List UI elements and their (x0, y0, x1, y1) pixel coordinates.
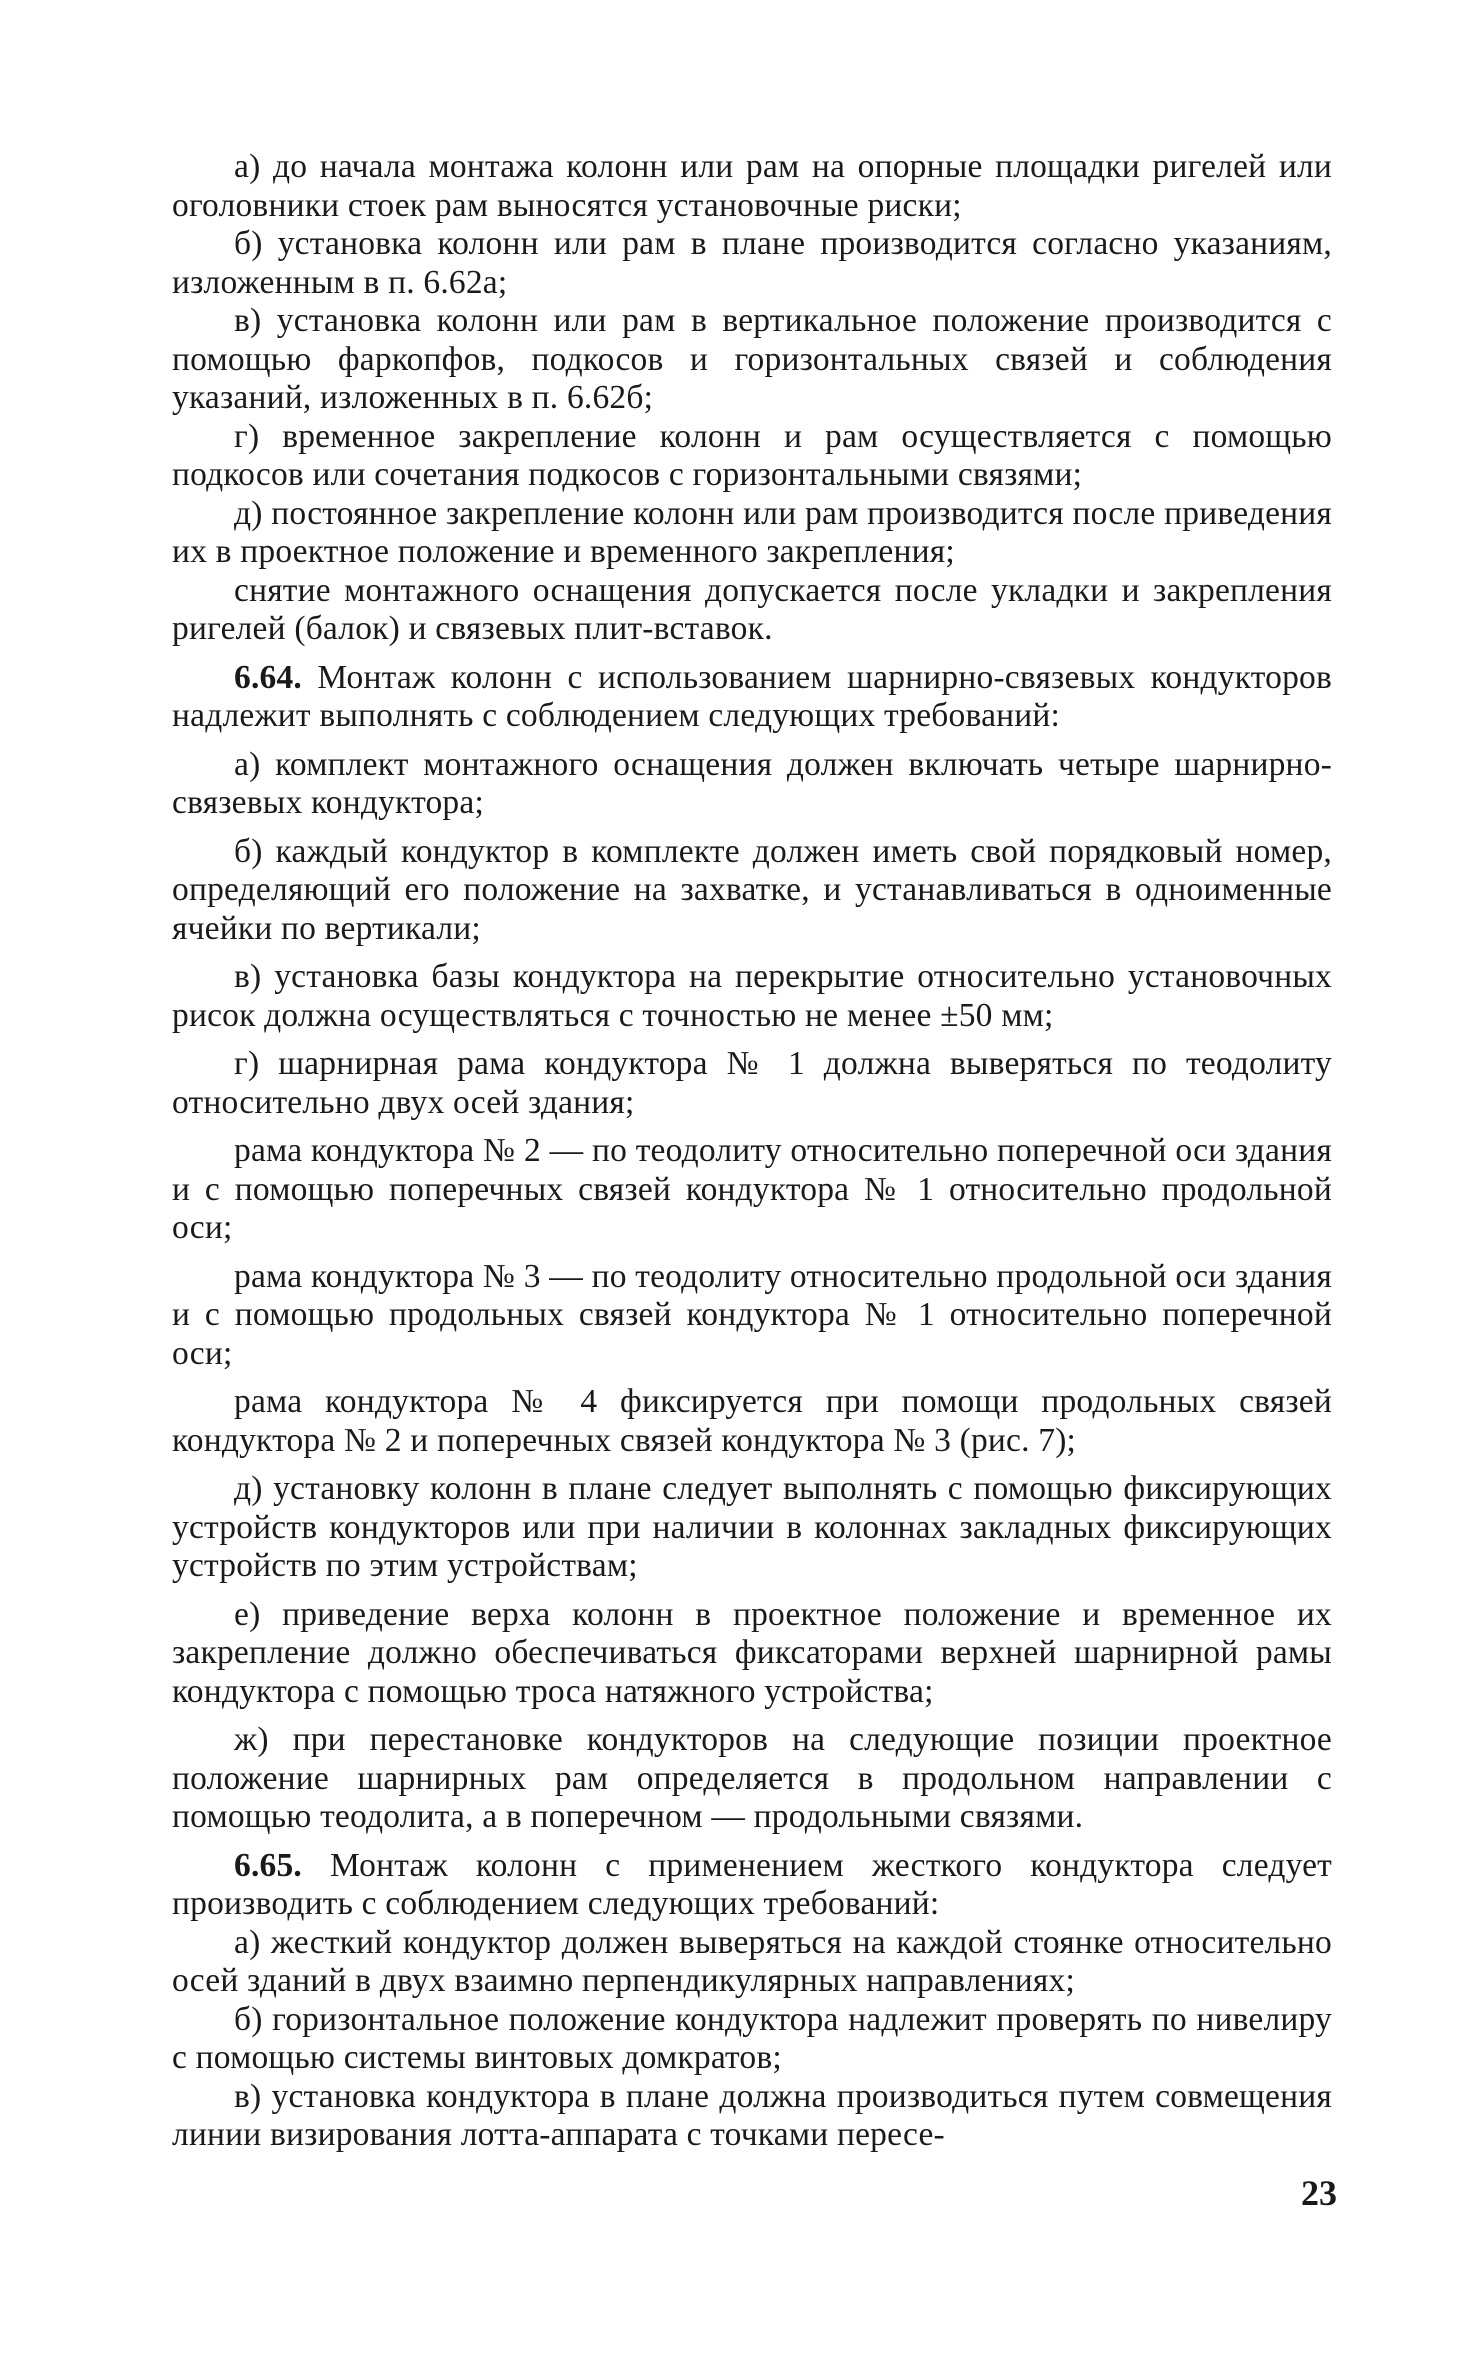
paragraph-6-64-d: д) установку колонн в плане следует выполнять с помощью фиксирующих устройств кондукторов или при наличии в колоннах закладных фиксирующих устройств по этим устройствам; (172, 1470, 1332, 1584)
section-text: Монтаж колонн с использованием шарнирно-связевых кондукторов надлежит выполнять с соблюдением следующих требований: (172, 658, 1332, 734)
section-6-64 (172, 659, 1332, 736)
paragraph-removal: снятие монтажного оснащения допускается после укладки и закрепления ригелей (балок) и связевых плит-вставок. (172, 571, 1332, 647)
paragraph-frame-3: рама кондуктора № 3 — по теодолиту относительно продольной оси здания и с помощью продольных связей кондуктора № 1 относительно поперечной оси; (172, 1257, 1332, 1372)
paragraph-6-65-v: в) установка кондуктора в плане должна производиться путем совмещения линии визирования лотта-аппарата с точками пересе- (172, 2077, 1332, 2153)
paragraph-6-64-b: б) каждый кондуктор в комплекте должен иметь свой порядковый номер, определяющий его положение на захватке, и устанавливаться в одноименные ячейки по вертикали; (172, 832, 1332, 947)
paragraph-6-64-e: е) приведение верха колонн в проектное положение и временное их закрепление должно обеспечиваться фиксаторами верхней шарнирной рамы кондуктора с помощью троса натяжного устройства; (172, 1595, 1332, 1710)
paragraph-frame-2: рама кондуктора № 2 — по теодолиту относительно поперечной оси здания и с помощью поперечных связей кондуктора № 1 относительно продольной оси; (172, 1132, 1332, 1246)
paragraph-6-64-zh: ж) при перестановке кондукторов на следующие позиции проектное положение шарнирных рам определяется в продольном направлении с помощью теодолита, а в поперечном — продольными связями. (172, 1721, 1332, 1835)
paragraph-a: а) до начала монтажа колонн или рам на опорные площадки ригелей или оголовники стоек рам выносятся установочные риски; (172, 148, 1332, 224)
section-6-65 (172, 1847, 1332, 1924)
section-number: 6.65. (234, 1846, 302, 1884)
paragraph-frame-4: рама кондуктора № 4 фиксируется при помощи продольных связей кондуктора № 2 и поперечных связей кондуктора № 3 (рис. 7); (172, 1383, 1332, 1459)
paragraph-d: д) постоянное закрепление колонн или рам производится после приведения их в проектное положение и временного закрепления; (172, 494, 1332, 570)
paragraph-6-65-b: б) горизонтальное положение кондуктора надлежит проверять по нивелиру с помощью системы винтовых домкратов; (172, 2000, 1332, 2076)
section-text: Монтаж колонн с применением жесткого кондуктора следует производить с соблюдением следующих требований: (172, 1846, 1332, 1922)
page-number: 23 (1301, 2173, 1337, 2213)
section-number: 6.64. (234, 658, 302, 696)
paragraph-v: в) установка колонн или рам в вертикальное положение производится с помощью фаркопфов, подкосов и горизонтальных связей и соблюдения указаний, изложенных в п. 6.62б; (172, 302, 1332, 416)
document-body (172, 148, 1332, 2155)
paragraph-6-64-g: г) шарнирная рама кондуктора № 1 должна выверяться по теодолиту относительно двух осей здания; (172, 1045, 1332, 1121)
paragraph-6-64-v: в) установка базы кондуктора на перекрытие относительно установочных рисок должна осуществляться с точностью не менее ±50 мм; (172, 958, 1332, 1034)
paragraph-6-65-a: а) жесткий кондуктор должен выверяться на каждой стоянке относительно осей зданий в двух взаимно перпендикулярных направлениях; (172, 1923, 1332, 1999)
paragraph-6-64-a: а) комплект монтажного оснащения должен включать четыре шарнирно-связевых кондуктора; (172, 745, 1332, 821)
paragraph-b: б) установка колонн или рам в плане производится согласно указаниям, изложенным в п. 6.62а; (172, 225, 1332, 301)
paragraph-g: г) временное закрепление колонн и рам осуществляется с помощью подкосов или сочетания подкосов с горизонтальными связями; (172, 417, 1332, 493)
